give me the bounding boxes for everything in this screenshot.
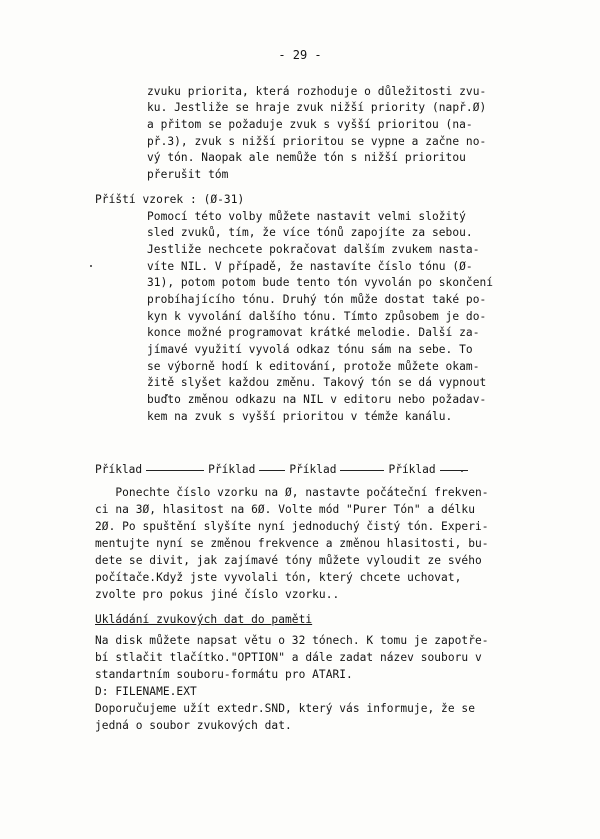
text-line: dete se divit, jak zajímavé tóny můžete vyloudit ze svého [95,554,482,567]
text-line: zvolte pro pokus jiné číslo vzorku.. [95,588,340,601]
text-line: D: FILENAME.EXT [95,685,197,698]
text-line: ku. Jestliže se hraje zvuk nižší priority (např.Ø) [147,101,487,114]
divider-dash [340,470,384,471]
text-line: přerušit tóm [147,168,229,181]
example-label: Příklad [289,462,337,476]
text-line: Ponechte číslo vzorku na Ø, nastavte počáteční frekven- [95,486,489,499]
text-line: 31), potom potom bude tento tón vyvolán po skončení [147,276,494,289]
text-line: mentujte nyní se změnou frekvence a změnou hlasitosti, bu- [95,537,489,550]
scan-speck [90,265,92,267]
text-line: Na disk můžete napsat větu o 32 tónech. K tomu je zapotře- [95,634,489,647]
text-line: žitě slyšet každou změnu. Takový tón se dá vypnout [147,376,487,389]
text-line: kem na zvuk s vyšší prioritou v témže kanálu. [147,410,453,423]
text-line: konce možné programovat krátké melodie. Další za- [147,326,480,339]
text-line: buďto změnou odkazu na NIL v editoru nebo požadav- [147,393,487,406]
text-line: vý tón. Naopak ale nemůže tón s nižší prioritou [147,151,466,164]
page-number: - 29 - [278,48,322,62]
next-sample-heading: Příští vzorek : (Ø-31) [95,193,245,206]
text-line: 2Ø. Po spuštění slyšíte nyní jednoduchý čistý tón. Experi- [95,520,489,533]
divider-dash [259,470,285,471]
text-line: jedná o soubor zvukových dat. [95,719,292,732]
text-line: víte NIL. V případě, že nastavíte číslo tónu (Ø- [147,260,473,273]
example-label: Příklad [388,462,436,476]
divider-dash [440,470,468,471]
text-line: ci na 3Ø, hlasitost na 6Ø. Volte mód "Purer Tón" a délku [95,503,475,516]
text-line: sled zvuků, tím, že více tónů zapojíte za sebou. [147,226,473,239]
text-line: probíhajícího tónu. Druhý tón může dostat také po- [147,293,487,306]
text-line: bí stlačit tlačítko."OPTION" a dále zadat název souboru v [95,651,482,664]
text-line: př.3), zvuk s nižší prioritou se vypne a začne no- [147,135,487,148]
example-label: Příklad [95,462,143,476]
text-line: kyn k vyvolání dalšího tónu. Tímto způsobem je do- [147,310,487,323]
text-line: Jestliže nechcete pokračovat dalším zvukem nasta- [147,243,480,256]
text-line: Pomocí této volby můžete nastavit velmi složitý [147,210,466,223]
text-line: se výborně hodí k editování, protože můžete okam- [147,360,480,373]
example-divider [95,462,495,476]
text-line: zvuku priorita, která rozhoduje o důležitosti zvu- [147,85,487,98]
scan-speck [461,470,463,472]
text-line: Doporučujeme užít extedr.SND, který vás informuje, že se [95,702,475,715]
text-line: jímavé využití vyvolá odkaz tónu sám na sebe. To [147,343,473,356]
text-line: standartním souboru-formátu pro ATARI. [95,668,353,681]
save-data-heading: Ukládání zvukových dat do paměti [95,613,313,626]
text-line: počítače.Když jste vyvolali tón, který chcete uchovat, [95,571,462,584]
text-line: a přitom se požaduje zvuk s vyšší prioritou (na- [147,118,473,131]
example-label: Příklad [208,462,256,476]
divider-dash [146,470,204,471]
